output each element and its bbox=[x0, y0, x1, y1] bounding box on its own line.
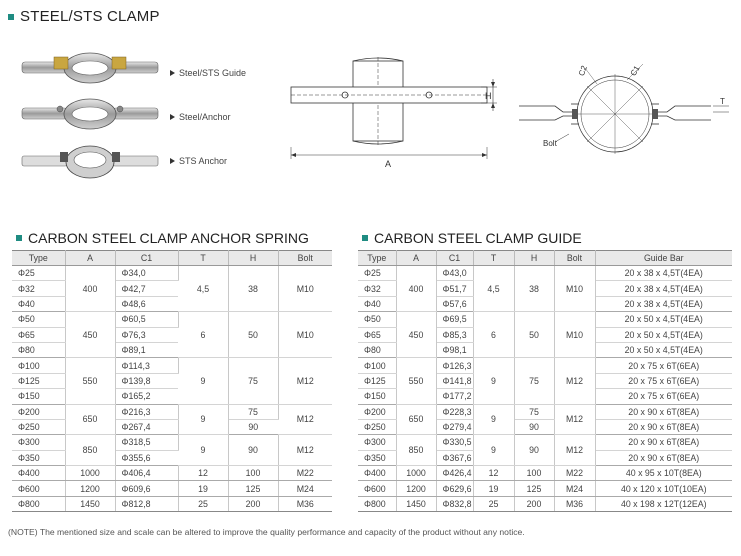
col-header-a: A bbox=[396, 251, 436, 266]
photo-label-sts-anchor: STS Anchor bbox=[170, 156, 227, 166]
col-header-c1: C1 bbox=[436, 251, 473, 266]
dim-label-a: A bbox=[385, 159, 392, 169]
photo-label-anchor: Steel/Anchor bbox=[170, 112, 231, 122]
arrow-right-icon bbox=[170, 158, 175, 164]
table-row: Φ200 650 Φ228,3 9 75 M12 20 x 90 x 6T(8EA) bbox=[358, 404, 732, 419]
footnote: (NOTE) The mentioned size and scale can be altered to improve the quality performance and capacity of the product without any notice. bbox=[8, 527, 525, 537]
guide-section-title: CARBON STEEL CLAMP GUIDE bbox=[362, 230, 582, 246]
table-row: Φ40 Φ57,6 20 x 38 x 4,5T(4EA) bbox=[358, 296, 732, 311]
table-row: Φ800 1450 Φ812,8 25 200 M36 bbox=[12, 496, 332, 511]
table-row: Φ40 Φ48,6 bbox=[12, 296, 332, 311]
sts-anchor-image bbox=[20, 142, 160, 182]
col-header-bolt: Bolt bbox=[554, 251, 595, 266]
page-title bbox=[8, 8, 160, 25]
table-row: Φ32 Φ51,7 20 x 38 x 4,5T(4EA) bbox=[358, 281, 732, 296]
table-header-row bbox=[358, 251, 732, 266]
dim-label-c2: C2 bbox=[576, 64, 589, 78]
table-row: Φ80 Φ89,1 bbox=[12, 342, 332, 357]
dim-label-c1: C1 bbox=[628, 64, 642, 78]
table-row: Φ200 650 Φ216,3 9 75 M12 bbox=[12, 404, 332, 419]
table-row: Φ150 Φ177,2 20 x 75 x 6T(6EA) bbox=[358, 389, 732, 404]
col-header-type: Type bbox=[358, 251, 396, 266]
table-row: Φ250 Φ267,4 90 bbox=[12, 419, 332, 434]
col-header-c1: C1 bbox=[115, 251, 178, 266]
dim-label-t: T bbox=[720, 97, 725, 106]
table-row: Φ400 1000 Φ426,4 12 100 M22 40 x 95 x 10T(8EA) bbox=[358, 466, 732, 481]
table-row: Φ100 550 Φ114,3 9 75 M12 bbox=[12, 358, 332, 373]
table-row: Φ125 Φ139,8 bbox=[12, 373, 332, 388]
title-square-bullet bbox=[8, 14, 14, 20]
product-photos bbox=[20, 50, 260, 190]
clamp-front-view-drawing bbox=[515, 60, 730, 160]
col-header-h: H bbox=[228, 251, 278, 266]
photo-label-guide: Steel/STS Guide bbox=[170, 68, 246, 78]
table-row: Φ32 Φ42,7 bbox=[12, 281, 332, 296]
table-row: Φ50 450 Φ69,5 6 50 M10 20 x 50 x 4,5T(4EA) bbox=[358, 312, 732, 327]
table-row: Φ300 850 Φ318,5 9 90 M12 bbox=[12, 435, 332, 450]
clamp-guide-image bbox=[20, 50, 160, 86]
table-row: Φ80 Φ98,1 20 x 50 x 4,5T(4EA) bbox=[358, 342, 732, 357]
clamp-anchor-image bbox=[20, 96, 160, 132]
bolt-label: Bolt bbox=[543, 139, 557, 148]
table-row: Φ25 400 Φ34,0 4,5 38 M10 bbox=[12, 266, 332, 281]
table-row: Φ250 Φ279,4 90 20 x 90 x 6T(8EA) bbox=[358, 419, 732, 434]
anchor-spring-table bbox=[12, 250, 332, 512]
col-header-h: H bbox=[514, 251, 554, 266]
table-row: Φ150 Φ165,2 bbox=[12, 389, 332, 404]
section-square-bullet bbox=[16, 235, 22, 241]
table-row: Φ600 1200 Φ609,6 19 125 M24 bbox=[12, 481, 332, 496]
dim-label-h: H bbox=[485, 91, 492, 101]
table-row: Φ25 400 Φ43,0 4,5 38 M10 20 x 38 x 4,5T(4EA) bbox=[358, 266, 732, 281]
table-row: Φ50 450 Φ60,5 6 50 M10 bbox=[12, 312, 332, 327]
col-header-t: T bbox=[473, 251, 514, 266]
col-header-bolt: Bolt bbox=[278, 251, 332, 266]
arrow-right-icon bbox=[170, 70, 175, 76]
table-row: Φ600 1200 Φ629,6 19 125 M24 40 x 120 x 10T(10EA) bbox=[358, 481, 732, 496]
table-row: Φ65 Φ76,3 bbox=[12, 327, 332, 342]
table-row: Φ100 550 Φ126,3 9 75 M12 20 x 75 x 6T(6EA) bbox=[358, 358, 732, 373]
col-header-guide-bar: Guide Bar bbox=[595, 251, 732, 266]
anchor-spring-section-title: CARBON STEEL CLAMP ANCHOR SPRING bbox=[16, 230, 309, 246]
table-row: Φ65 Φ85,3 20 x 50 x 4,5T(4EA) bbox=[358, 327, 732, 342]
table-row: Φ800 1450 Φ832,8 25 200 M36 40 x 198 x 12T(12EA) bbox=[358, 496, 732, 511]
table-row: Φ350 Φ367,6 20 x 90 x 6T(8EA) bbox=[358, 450, 732, 465]
page-title-text: STEEL/STS CLAMP bbox=[20, 8, 160, 25]
table-header-row bbox=[12, 251, 332, 266]
col-header-t: T bbox=[178, 251, 228, 266]
col-header-a: A bbox=[65, 251, 115, 266]
table-row: Φ400 1000 Φ406,4 12 100 M22 bbox=[12, 466, 332, 481]
table-row: Φ350 Φ355,6 bbox=[12, 450, 332, 465]
col-header-type: Type bbox=[12, 251, 65, 266]
table-row: Φ125 Φ141,8 20 x 75 x 6T(6EA) bbox=[358, 373, 732, 388]
arrow-right-icon bbox=[170, 114, 175, 120]
table-row: Φ300 850 Φ330,5 9 90 M12 20 x 90 x 6T(8EA) bbox=[358, 435, 732, 450]
clamp-side-view-drawing bbox=[285, 55, 505, 175]
section-square-bullet bbox=[362, 235, 368, 241]
guide-table bbox=[358, 250, 732, 512]
